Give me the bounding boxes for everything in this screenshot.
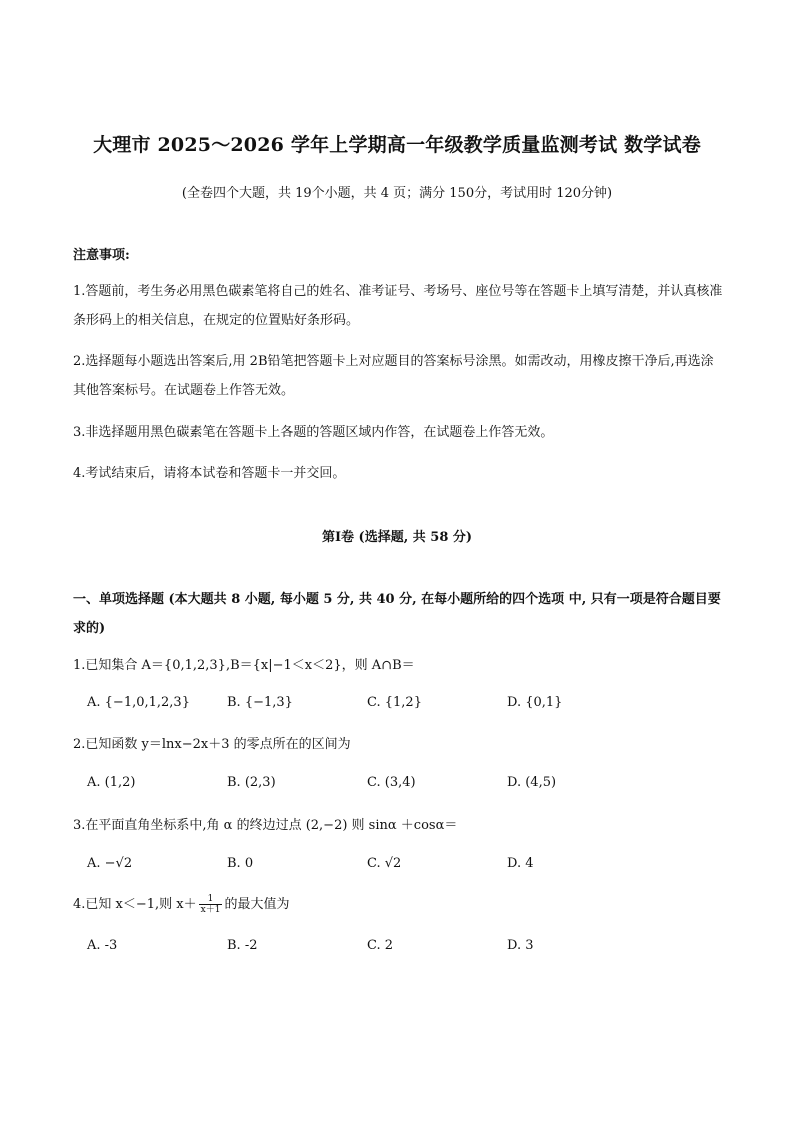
notice-item-3: 3.非选择题用黑色碳素笔在答题卡上各题的答题区域内作答，在试题卷上作答无效。: [73, 425, 554, 440]
page-title: 大理市 2025～2026 学年上学期高一年级教学质量监测考试 数学试卷: [93, 134, 701, 156]
question-3-option-c: C. √2: [367, 856, 402, 871]
question-4-option-d: D. 3: [507, 938, 534, 953]
question-4-stem-start: 4.已知 x＜−1,则 x＋: [73, 897, 197, 912]
question-2-option-c: C. (3,4): [367, 775, 416, 790]
question-4-stem: [73, 893, 289, 915]
part-heading: 一、单项选择题 (本大题共 8 小题, 每小题 5 分, 共 40 分, 在每小题所给的四个选项 中, 只有一项是符合题目要求的): [73, 592, 721, 636]
notice-item-2: 2.选择题每小题选出答案后,用 2B铅笔把答题卡上对应题目的答案标号涂黑。如需改动，用橡皮擦干净后,再选涂其他答案标号。在试题卷上作答无效。: [73, 354, 714, 398]
question-1-option-b: B. {−1,3}: [227, 695, 293, 710]
question-2-option-a: A. (1,2): [87, 775, 136, 790]
question-2-stem: 2.已知函数 y＝lnx−2x＋3 的零点所在的区间为: [73, 737, 351, 752]
question-3-option-b: B. 0: [227, 856, 254, 871]
question-3-stem: 3.在平面直角坐标系中,角 α 的终边过点 (2,−2) 则 sinα ＋cosα＝: [73, 818, 458, 833]
question-1-option-c: C. {1,2}: [367, 695, 422, 710]
question-4-option-c: C. 2: [367, 938, 394, 953]
question-1-option-a: A. {−1,0,1,2,3}: [87, 695, 190, 710]
fraction-numerator: 1: [199, 894, 223, 905]
question-2-option-d: D. (4,5): [507, 775, 557, 790]
question-2-option-b: B. (2,3): [227, 775, 276, 790]
question-4-stem-end: 的最大值为: [224, 897, 290, 912]
notice-heading: 注意事项:: [73, 248, 130, 263]
exam-info: (全卷四个大题，共 19个小题，共 4 页；满分 150分，考试用时 120分钟): [181, 186, 613, 201]
question-4-option-b: B. -2: [227, 938, 258, 953]
question-4-option-a: A. -3: [87, 938, 118, 953]
section-heading: 第Ⅰ卷 (选择题, 共 58 分): [321, 530, 473, 545]
question-4-fraction: [199, 894, 223, 915]
question-1-option-d: D. {0,1}: [507, 695, 563, 710]
notice-item-4: 4.考试结束后，请将本试卷和答题卡一并交回。: [73, 466, 346, 481]
question-1-stem: 1.已知集合 A＝{0,1,2,3},B＝{x|−1＜x＜2}，则 A∩B＝: [73, 658, 415, 673]
question-3-option-d: D. 4: [507, 856, 534, 871]
question-3-option-a: A. −√2: [87, 856, 133, 871]
fraction-denominator: x＋1: [200, 905, 221, 915]
notice-item-1: 1.答题前，考生务必用黑色碳素笔将自己的姓名、准考证号、考场号、座位号等在答题卡上填写清楚，并认真核准条形码上的相关信息，在规定的位置贴好条形码。: [73, 284, 723, 328]
